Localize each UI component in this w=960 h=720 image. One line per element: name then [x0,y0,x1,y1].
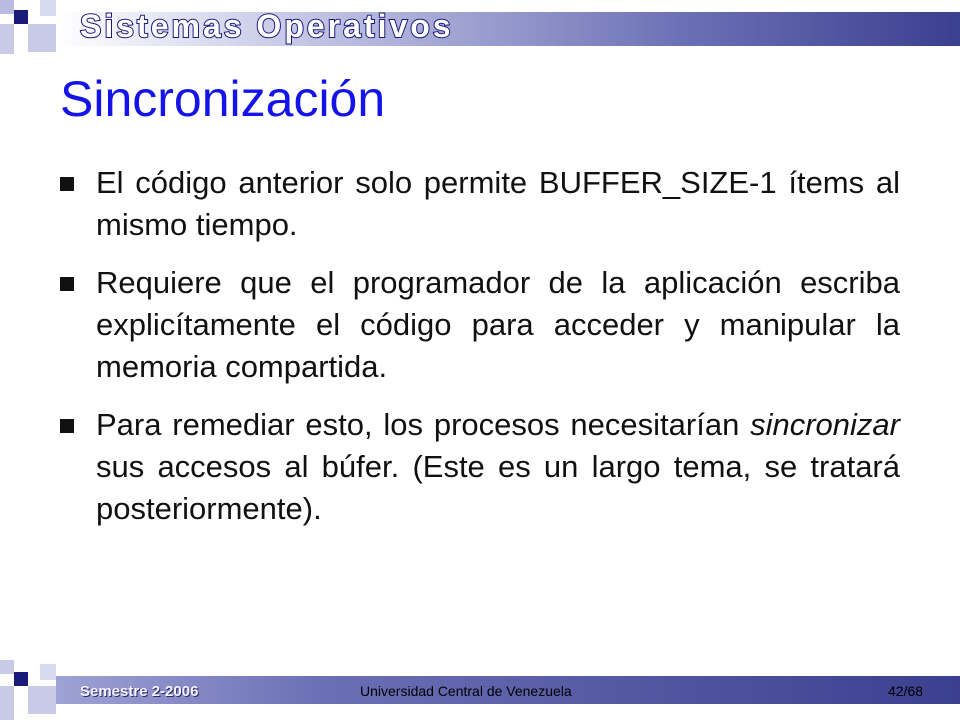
deco-square [40,664,56,680]
slide-title: Sincronización [60,71,386,127]
bullet-text: El código anterior solo permite BUFFER_SIZE-1 ítems al mismo tiempo. [96,165,900,242]
deco-square [28,24,56,52]
bullet-list [60,162,900,530]
footer-semester: Semestre 2-2006 [80,683,199,700]
bullet-item [60,404,900,530]
deco-square [0,0,14,14]
bullet-text-post: sus accesos al búfer. (Este es un largo tema, se tratará posteriormente). [96,449,900,526]
bullet-square-icon [60,419,74,433]
bullet-text-pre: Para remediar esto, los procesos necesitarían [96,407,751,442]
deco-square [0,660,14,674]
bullet-item [60,162,900,246]
deco-square [28,686,56,714]
bullet-text: Requiere que el programador de la aplicación escriba explicítamente el código para acceder y manipular la memoria compartida. [96,265,900,384]
footer-institution: Universidad Central de Venezuela [360,683,572,699]
bullet-square-icon [60,177,74,191]
deco-square [0,686,14,720]
course-title: Sistemas Operativos [80,8,454,44]
bullet-item [60,262,900,388]
page-number: 42/68 [888,683,924,699]
deco-square [14,672,28,686]
deco-square [40,0,56,16]
deco-square [0,24,14,54]
bullet-text-emphasis: sincronizar [750,407,900,442]
deco-square [14,10,28,24]
bullet-square-icon [60,277,74,291]
